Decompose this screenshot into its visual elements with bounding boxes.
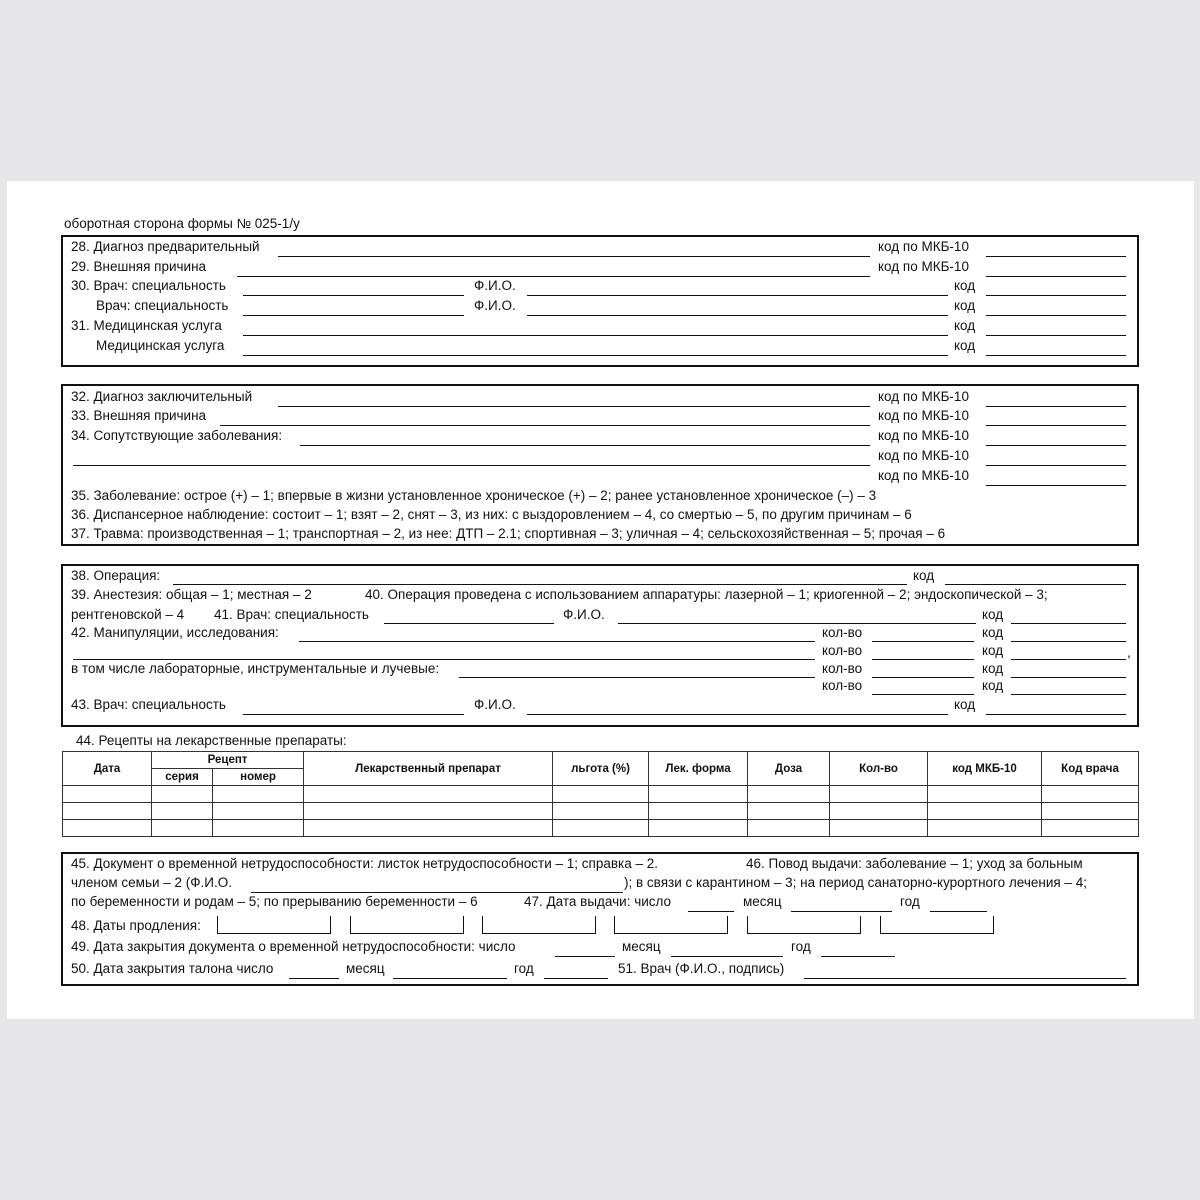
field-39-text: 39. Анестезия: общая – 1; местная – 2 (71, 587, 312, 602)
field-30b-specialty-input[interactable] (243, 315, 464, 316)
field-31b-input[interactable] (243, 355, 948, 356)
field-30b-code-input[interactable] (986, 315, 1126, 316)
field-42-code-label-2: код (982, 643, 1004, 658)
field-43-code-label: код (954, 697, 976, 712)
field-31b-label: Медицинская услуга (96, 338, 225, 353)
field-40-continued: рентгеновской – 4 (71, 607, 185, 622)
field-42-qty-input-4[interactable] (872, 694, 974, 695)
field-41-code-input[interactable] (1011, 623, 1126, 624)
field-35-text: 35. Заболевание: острое (+) – 1; впервые в жизни установленное хроническое (+) – 2; ранее установленное хроническое (–) – 3 (71, 488, 877, 503)
field-33-code-label: код по МКБ-10 (878, 408, 969, 423)
col-header-form: Лек. форма (649, 752, 748, 786)
field-29-input[interactable] (237, 276, 870, 277)
field-41-label: 41. Врач: специальность (214, 607, 369, 622)
field-42-input-1[interactable] (299, 641, 815, 642)
field-31-code-label: код (954, 318, 976, 333)
field-42-qty-input-2[interactable] (872, 659, 974, 660)
field-34-code-input-3[interactable] (986, 485, 1126, 486)
field-49-year-input[interactable] (821, 956, 895, 957)
field-28-input[interactable] (278, 256, 870, 257)
field-51-label: 51. Врач (Ф.И.О., подпись) (618, 961, 785, 976)
field-42-input-2[interactable] (73, 659, 815, 660)
col-header-mkb: код МКБ-10 (928, 752, 1042, 786)
extension-date-box-2[interactable] (350, 916, 464, 934)
field-41-fio-label: Ф.И.О. (563, 607, 605, 622)
field-32-label: 32. Диагноз заключительный (71, 389, 253, 404)
field-30-specialty-input[interactable] (243, 295, 464, 296)
field-49-month-input[interactable] (671, 956, 783, 957)
field-46-continued-2: ); в связи с карантином – 3; на период санаторно-курортного лечения – 4; (624, 875, 1087, 890)
field-31-input[interactable] (243, 335, 948, 336)
field-42-qty-input-1[interactable] (872, 641, 974, 642)
comma-mark: , (1127, 645, 1131, 660)
field-41-code-label: код (982, 607, 1004, 622)
field-28-code-label: код по МКБ-10 (878, 239, 969, 254)
field-30b-fio-label: Ф.И.О. (474, 298, 516, 313)
field-33-label: 33. Внешняя причина (71, 408, 207, 423)
field-49-month-label: месяц (622, 939, 661, 954)
field-30b-fio-input[interactable] (527, 315, 948, 316)
field-38-input[interactable] (173, 584, 907, 585)
field-47-year-input[interactable] (930, 911, 987, 912)
field-30-label: 30. Врач: специальность (71, 278, 226, 293)
field-38-code-input[interactable] (945, 584, 1126, 585)
field-34-input-2[interactable] (73, 465, 870, 466)
extension-date-box-4[interactable] (614, 916, 728, 934)
field-34-code-label-2: код по МКБ-10 (878, 448, 969, 463)
col-header-qty: Кол-во (830, 752, 928, 786)
field-49-day-input[interactable] (555, 956, 615, 957)
field-31-label: 31. Медицинская услуга (71, 318, 222, 333)
field-46-continued-1: членом семьи – 2 (Ф.И.О. (71, 875, 233, 890)
extension-date-box-1[interactable] (217, 916, 331, 934)
field-29-label: 29. Внешняя причина (71, 259, 207, 274)
field-47-month-input[interactable] (791, 911, 892, 912)
field-50-month-input[interactable] (393, 978, 507, 979)
field-46-fio-input[interactable] (251, 892, 623, 893)
field-34-code-label-1: код по МКБ-10 (878, 428, 969, 443)
field-43-specialty-input[interactable] (243, 714, 464, 715)
field-48-label: 48. Даты продления: (71, 918, 201, 933)
field-30-fio-label: Ф.И.О. (474, 278, 516, 293)
field-32-code-label: код по МКБ-10 (878, 389, 969, 404)
field-41-fio-input[interactable] (618, 623, 976, 624)
field-46-continued-3: по беременности и родам – 5; по прерыванию беременности – 6 (71, 894, 478, 909)
table-row[interactable] (63, 820, 1139, 837)
field-36-text: 36. Диспансерное наблюдение: состоит – 1; взят – 2, снят – 3, из них: с выздоровлением – 4, со смертью – 5, по другим причинам – 6 (71, 507, 912, 522)
field-28-code-input[interactable] (986, 256, 1126, 257)
field-46-text: 46. Повод выдачи: заболевание – 1; уход за больным (746, 856, 1083, 871)
field-42-code-label-4: код (982, 678, 1004, 693)
field-34-code-input-1[interactable] (986, 445, 1126, 446)
field-42-code-input-2[interactable] (1011, 659, 1126, 660)
field-47-day-input[interactable] (688, 911, 734, 912)
field-34-label: 34. Сопутствующие заболевания: (71, 428, 283, 443)
field-33-input[interactable] (220, 425, 870, 426)
field-32-input[interactable] (278, 406, 870, 407)
table-row[interactable] (63, 786, 1139, 803)
field-30-fio-input[interactable] (527, 295, 948, 296)
field-30-code-label: код (954, 278, 976, 293)
col-header-number: номер (213, 769, 304, 786)
field-42-lab-input[interactable] (459, 677, 815, 678)
field-34-input-1[interactable] (300, 445, 870, 446)
field-42-code-label-1: код (982, 625, 1004, 640)
field-42-qty-label-3: кол-во (822, 661, 863, 676)
extension-date-box-5[interactable] (747, 916, 861, 934)
field-42-code-input-3[interactable] (1011, 677, 1126, 678)
field-50-year-label: год (514, 961, 534, 976)
field-42-qty-label-4: кол-во (822, 678, 863, 693)
field-38-code-label: код (913, 568, 935, 583)
field-28-label: 28. Диагноз предварительный (71, 239, 260, 254)
field-42-code-input-1[interactable] (1011, 641, 1126, 642)
field-42-qty-label-1: кол-во (822, 625, 863, 640)
extension-date-box-6[interactable] (880, 916, 994, 934)
field-47-label: 47. Дата выдачи: число (524, 894, 672, 909)
field-42-label: 42. Манипуляции, исследования: (71, 625, 279, 640)
field-42-code-label-3: код (982, 661, 1004, 676)
field-43-code-input[interactable] (986, 714, 1126, 715)
field-43-fio-input[interactable] (527, 714, 948, 715)
field-42-code-input-4[interactable] (1011, 694, 1126, 695)
field-42-qty-label-2: кол-во (822, 643, 863, 658)
field-50-day-input[interactable] (289, 978, 339, 979)
col-header-series: серия (152, 769, 213, 786)
field-47-month-label: месяц (743, 894, 782, 909)
field-34-code-input-2[interactable] (986, 465, 1126, 466)
field-29-code-label: код по МКБ-10 (878, 259, 969, 274)
col-header-dose: Доза (748, 752, 830, 786)
field-42-qty-input-3[interactable] (872, 677, 974, 678)
field-44-label: 44. Рецепты на лекарственные препараты: (76, 733, 347, 748)
form-header: оборотная сторона формы № 025-1/у (64, 216, 300, 231)
field-50-label: 50. Дата закрытия талона число (71, 961, 274, 976)
field-50-month-label: месяц (346, 961, 385, 976)
field-31b-code-input[interactable] (986, 355, 1126, 356)
field-38-label: 38. Операция: (71, 568, 161, 583)
field-50-year-input[interactable] (544, 978, 608, 979)
col-header-doctor: Код врача (1042, 752, 1139, 786)
col-header-date: Дата (63, 752, 152, 786)
field-30-code-input[interactable] (986, 295, 1126, 296)
field-30b-label: Врач: специальность (96, 298, 229, 313)
field-49-label: 49. Дата закрытия документа о временной нетрудоспособности: число (71, 939, 516, 954)
form-sheet (7, 181, 1194, 1019)
field-42-lab-label: в том числе лабораторные, инструментальные и лучевые: (71, 661, 440, 676)
field-33-code-input[interactable] (986, 425, 1126, 426)
field-34-code-label-3: код по МКБ-10 (878, 468, 969, 483)
col-header-recipe: Рецепт (152, 752, 304, 769)
field-31-code-input[interactable] (986, 335, 1126, 336)
table-row[interactable] (63, 803, 1139, 820)
field-37-text: 37. Травма: производственная – 1; транспортная – 2, из нее: ДТП – 2.1; спортивная – 3; уличная – 4; сельскохозяйственная – 5; прочая – 6 (71, 526, 946, 541)
field-43-fio-label: Ф.И.О. (474, 697, 516, 712)
field-47-year-label: год (900, 894, 920, 909)
extension-date-box-3[interactable] (482, 916, 596, 934)
field-49-year-label: год (791, 939, 811, 954)
prescriptions-table (62, 751, 1139, 837)
field-30b-code-label: код (954, 298, 976, 313)
field-45-text: 45. Документ о временной нетрудоспособности: листок нетрудоспособности – 1; справка – 2. (71, 856, 658, 871)
field-51-signature-input[interactable] (804, 978, 1126, 979)
field-31b-code-label: код (954, 338, 976, 353)
field-43-label: 43. Врач: специальность (71, 697, 226, 712)
col-header-drug: Лекарственный препарат (304, 752, 553, 786)
field-41-specialty-input[interactable] (384, 623, 554, 624)
field-29-code-input[interactable] (986, 276, 1126, 277)
field-32-code-input[interactable] (986, 406, 1126, 407)
col-header-benefit: льгота (%) (553, 752, 649, 786)
field-40-text: 40. Операция проведена с использованием аппаратуры: лазерной – 1; криогенной – 2; эндоскопической – 3; (365, 587, 1048, 602)
